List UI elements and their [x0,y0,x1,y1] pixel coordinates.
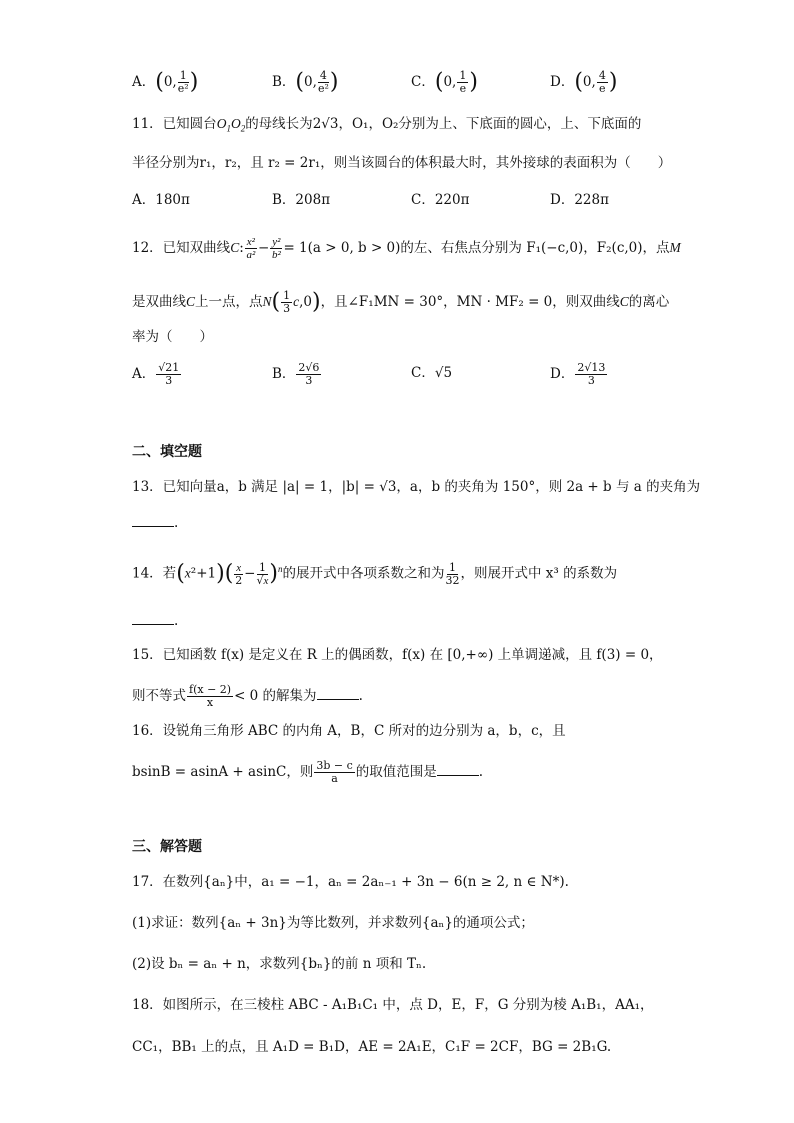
q12-line3: 率为（ ） [132,329,213,345]
q17-line3: (2)设 bₙ = aₙ + n，求数列{bₙ}的前 n 项和 Tₙ. [132,956,427,972]
q11-option-c: C．220π [411,192,470,208]
q12-line1: 12．已知双曲线C: $\frac{\text{x²}}{\text{a²}}$ − $\frac{\text{y²}}{\text{b²}}$ = 1(a > 0, b > 0)的左、右焦点分别为 F₁(−c,0)，F₂(c,0)，点M [132,236,681,261]
q17-line1: 17．在数列{aₙ}中，a₁ = −1，aₙ = 2aₙ₋₁ + 3n − 6(n ≥ 2, n ∈ N*). [132,874,569,890]
q11-option-d: D．228π [550,192,609,208]
q16-answer-blank[interactable] [437,775,479,776]
q10-option-a: A．(0, $\frac{1}{\text{e²}}$ ) [132,69,199,95]
q17-line2: (1)求证：数列{aₙ + 3n}为等比数列，并求数列{aₙ}的通项公式； [132,915,534,931]
q10-option-c: C．(0, $\frac{1}{e}$ ) [411,69,478,95]
q15-line1: 15．已知函数 f(x) 是定义在 R 上的偶函数，f(x) 在 [0,+∞) 上单调递减，且 f(3) = 0， [132,647,663,663]
q18-line2: CC₁，BB₁ 上的点，且 A₁D = B₁D，AE = 2A₁E，C₁F = 2CF，BG = 2B₁G. [132,1039,612,1055]
q14-line1: 14．若(x²+1)( $\frac{x}{2}$ − $\frac{1}{√x}$ )$^n$的展开式中各项系数之和为 $\frac{1}{32}$ ，则展开式中 x³ 的系数为 [132,560,618,587]
q10-option-d: D．(0, $\frac{4}{e}$ ) [550,69,618,95]
section-heading-solutions: 三、解答题 [132,839,202,855]
q16-line1: 16．设锐角三角形 ABC 的内角 A，B，C 所对的边分别为 a，b，c，且 [132,723,566,739]
q13-answer-blank[interactable] [132,526,174,527]
q11-line2: 半径分别为r₁，r₂，且 r₂ = 2r₁，则当该圆台的体积最大时，其外接球的表面积为（ ） [132,155,672,171]
q11-option-a: A．180π [132,192,190,208]
q12-option-b: B． $\frac{2√6}{3}$ [272,361,320,387]
q13-line1: 13．已知向量a，b 满足 |a| = 1，|b| = √3，a，b 的夹角为 150°，则 2a + b 与 a 的夹角为 [132,479,701,495]
q14-answer-line: . [132,610,178,632]
q16-line2: bsinB = asinA + asinC，则 $\frac{3b - c}{a}$ 的取值范围是 . [132,759,484,785]
q14-answer-blank[interactable] [132,624,174,625]
section-heading-fill-in: 二、填空题 [132,444,202,460]
q13-answer-line: . [132,512,178,534]
q12-line2: 是双曲线C上一点，点N( $\frac{1}{3}$ c,0)，且∠F₁MN = 30°，MN · MF₂ = 0，则双曲线C的离心 [132,289,670,315]
q12-option-d: D． $\frac{2√13}{3}$ [550,361,606,387]
q15-answer-blank[interactable] [317,699,359,700]
q10-option-b: B．(0, $\frac{4}{\text{e²}}$ ) [272,69,339,95]
q12-option-c: C．√5 [411,365,453,381]
q12-option-a: A． $\frac{√21}{3}$ [132,361,180,387]
q18-line1: 18．如图所示，在三棱柱 ABC - A₁B₁C₁ 中，点 D，E，F，G 分别为棱 A₁B₁，AA₁， [132,997,654,1013]
q11-option-b: B．208π [272,192,331,208]
q15-line2: 则不等式 $\frac{f(x - 2)}{x}$ < 0 的解集为 . [132,683,363,709]
q11-line1: 11．已知圆台$O_1O_2$的母线长为2√3，O₁，O₂分别为上、下底面的圆心，上、下底面的 [132,116,642,134]
